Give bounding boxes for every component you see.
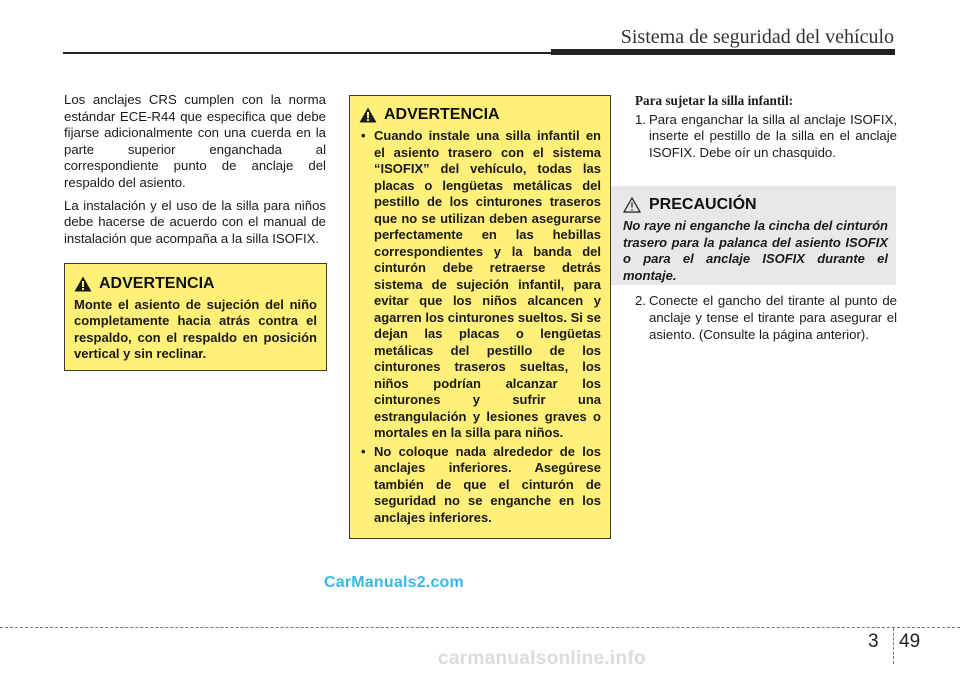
warning-title: ADVERTENCIA [384, 106, 500, 123]
step-text: Para enganchar la silla al anclaje ISOFIX, inserte el pestillo de la silla en el anclaje ISOFIX. Debe oír un chasquido. [649, 111, 897, 160]
warning-list [359, 128, 601, 526]
warning-box-isofix [349, 95, 611, 539]
step-text: Conecte el gancho del tirante al punto de anclaje y tense el tirante para asegurar el asiento. (Consulte la página anterior). [649, 293, 897, 342]
left-column [64, 92, 326, 253]
bullet: • [361, 443, 366, 459]
warning-triangle-icon [74, 276, 92, 292]
paragraph-installation: La instalación y el uso de la silla para niños debe hacerse de acuerdo con el manual de instalación que acompaña a la silla ISOFIX. [64, 197, 326, 246]
step-item [635, 293, 897, 343]
warning-item-text: Cuando instale una silla infantil en el asiento trasero con el sistema “ISOFIX” del vehículo, todas las placas o lengüetas metálicas del pestillo de los cinturones traseros que no se utilizan deben asegurarse perfectamente en las hebillas correspondientes y la banda del cinturón debe retraerse detrás sistema de sujeción infantil, para evitar que los niños alcancen y agarren los cinturones sueltos. Si se dejan las placas o lengüetas metálicas del pestillo de los cinturones traseros sueltas, los niños podrían alcanzar los cinturones y sufrir una estrangulación y lesiones graves o mortales en la silla para niños. [374, 128, 601, 440]
warning-item [359, 128, 601, 442]
page-header-title: Sistema de seguridad del vehículo [620, 26, 894, 48]
bullet: • [361, 128, 366, 143]
watermark-link[interactable]: CarManuals2.com [324, 574, 464, 591]
warning-title: ADVERTENCIA [99, 275, 215, 292]
caution-text: No raye ni enganche la cincha del cinturón trasero para la palanca del asiento ISOFIX o para el anclaje ISOFIX durante el montaje. [623, 218, 888, 283]
footer-rule [0, 627, 960, 628]
caution-triangle-icon [623, 197, 641, 213]
warning-header [359, 106, 601, 124]
warning-header [74, 275, 317, 293]
page-number-divider [893, 628, 894, 664]
section-subheading: Para sujetar la silla infantil: [635, 93, 793, 108]
step-item [635, 112, 897, 162]
step-number: 2. [635, 293, 646, 309]
chapter-number: 3 [868, 631, 879, 652]
page-number: 49 [899, 631, 921, 652]
caution-header [623, 196, 888, 214]
caution-box [611, 186, 896, 285]
caution-title: PRECAUCIÓN [649, 196, 757, 213]
header-rule-bold [551, 49, 895, 55]
warning-item [359, 444, 601, 527]
warning-item-text: No coloque nada alrededor de los anclajes inferiores. Asegúrese también de que el cinturón de seguridad no se enganche en los anclajes inferiores. [374, 443, 601, 525]
site-watermark: carmanualsonline.info [438, 648, 646, 669]
step-number: 1. [635, 111, 646, 127]
paragraph-isofix-norm: Los anclajes CRS cumplen con la norma estándar ECE-R44 que especifica que debe fijarse adicionalmente con una cuerda en la parte superior enganchada al correspondiente punto de anclaje del respaldo del asiento. [64, 92, 326, 190]
header-rule [63, 52, 551, 54]
warning-box-seat-position [64, 263, 327, 371]
warning-triangle-icon [359, 107, 377, 123]
warning-text: Monte el asiento de sujeción del niño completamente hacia atrás contra el respaldo, con el respaldo en posición vertical y sin reclinar. [74, 297, 317, 361]
